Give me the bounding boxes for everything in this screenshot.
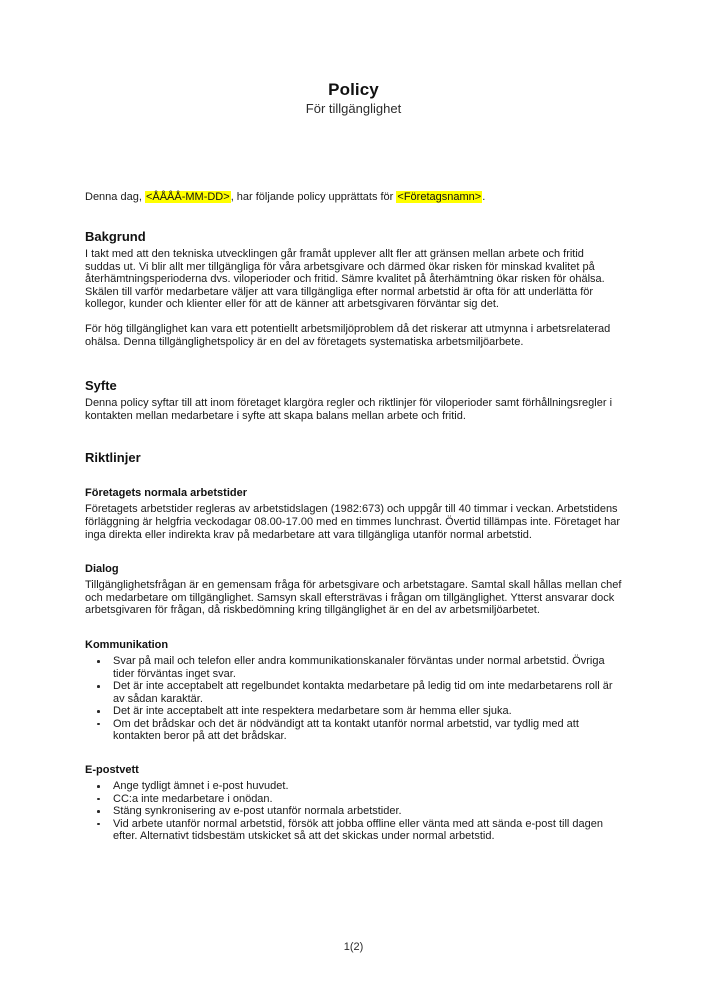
- heading-bakgrund: Bakgrund: [85, 229, 146, 244]
- list-item: CC:a inte medarbetare i onödan.: [85, 793, 622, 806]
- paragraph-bakgrund-2: För hög tillgänglighet kan vara ett potentiellt arbetsmiljöproblem då det riskerar att utmynna i arbetsrelaterad ohälsa. Denna tillgänglighetspolicy är en del av företagets systematiska arbetsmiljöarbete.: [85, 322, 611, 348]
- page-title: Policy: [328, 80, 379, 99]
- company-name-placeholder: <Företagsnamn>: [397, 191, 482, 203]
- intro-text-before: Denna dag,: [85, 191, 145, 203]
- list-item: Det är inte acceptabelt att regelbundet kontakta medarbetare på ledig tid om inte medarbetarens roll är av sådan karaktär.: [85, 680, 622, 705]
- heading-kommunikation: Kommunikation: [85, 638, 169, 651]
- list-item: Om det brådskar och det är nödvändigt att ta kontakt utanför normal arbetstid, var tydlig med att kontakten beror på att det brådskar.: [85, 718, 622, 743]
- date-placeholder: <ÅÅÅÅ-MM-DD>: [145, 191, 230, 203]
- intro-paragraph: [85, 190, 622, 204]
- paragraph-syfte-1: Denna policy syftar till att inom företaget klargöra regler och riktlinjer för viloperioder samt förhållningsregler i kontakten mellan medarbetare i syfte att skapa balans mellan arbete och fritid.: [85, 397, 613, 422]
- list-item: Det är inte acceptabelt att inte respektera medarbetare som är hemma eller sjuka.: [85, 705, 622, 718]
- page-number-footer: 1(2): [343, 941, 364, 953]
- list-item: Stäng synkronisering av e-post utanför normala arbetstider.: [85, 805, 622, 818]
- heading-arbetstider: Företagets normala arbetstider: [85, 487, 247, 500]
- section-riktlinjer: [85, 450, 622, 843]
- subsection-arbetstider: [85, 486, 622, 541]
- subsection-kommunikation: [85, 638, 622, 743]
- paragraph-bakgrund-1: I takt med att den tekniska utvecklingen går framåt upplever allt fler att gränsen mellan arbete och fritid suddas ut. Vi blir allt mer tillgängliga för våra arbetsgivare och därmed ökar risken för minskad kvalitet på återhämtningsperioderna dvs. viloperioder och fritid. Sämre kvalitet på återhämtning ökar risken för ohälsa. Skälen till varför medarbetare väljer att vara tillgängliga efter normal arbetstid är ofta för att underlätta för kollegor, kunder och klienter eller för att de känner att arbetsgivaren förväntar sig det.: [85, 248, 605, 311]
- intro-text-between: , har följande policy upprättats för: [230, 191, 397, 203]
- section-syfte: [85, 378, 622, 422]
- list-item: Vid arbete utanför normal arbetstid, försök att jobba offline eller vänta med att sända e-post till dagen efter. Alternativt tidsbestäm utskicket så att det skickas under normal arbetstid.: [85, 818, 622, 843]
- document-body: [85, 0, 622, 843]
- document-header: [85, 0, 622, 117]
- list-item: Ange tydligt ämnet i e-post huvudet.: [85, 780, 622, 793]
- heading-riktlinjer: Riktlinjer: [85, 450, 141, 466]
- subsection-epostvett: [85, 763, 622, 843]
- heading-epostvett: E-postvett: [85, 764, 139, 777]
- paragraph-arbetstider-1: Företagets arbetstider regleras av arbetstidslagen (1982:673) och uppgår till 40 timmar i veckan. Arbetstidens förläggning är helgfria veckodagar 08.00-17.00 med en timmes lunchrast. Övertid tillämpas inte. Företaget har inga direkta eller indirekta krav på medarbetare att vara tillgängliga utanför normal arbetstid.: [85, 503, 621, 541]
- intro-text-after: .: [482, 191, 486, 203]
- bullet-list-epostvett: [85, 780, 622, 843]
- page-subtitle: För tillgänglighet: [305, 101, 402, 116]
- heading-dialog: Dialog: [85, 563, 119, 576]
- bullet-list-kommunikation: [85, 655, 622, 743]
- list-item: Svar på mail och telefon eller andra kommunikationskanaler förväntas under normal arbetstid. Övriga tider förväntas inget svar.: [85, 655, 622, 680]
- paragraph-dialog-1: Tillgänglighetsfrågan är en gemensam fråga för arbetsgivare och arbetstagare. Samtal skall hållas mellan chef och medarbetare om tillgänglighet. Samsyn skall eftersträvas i frågan om tillgänglighet. Ytterst ansvarar dock arbetsgivaren för frågan, då riskbedömning kring tillgänglighet är en del av arbetsmiljöarbetet.: [85, 579, 622, 617]
- subsection-dialog: [85, 562, 622, 617]
- heading-syfte: Syfte: [85, 378, 117, 394]
- section-bakgrund: [85, 229, 622, 348]
